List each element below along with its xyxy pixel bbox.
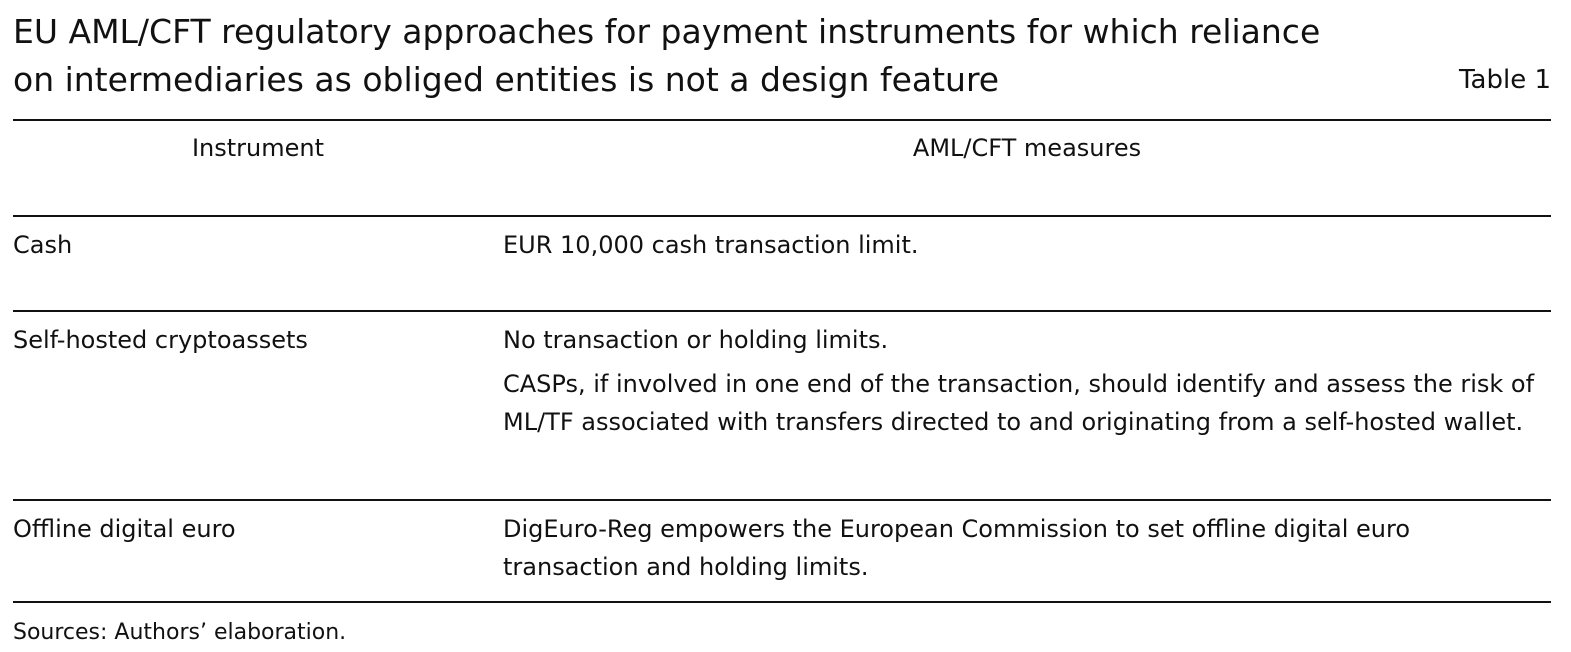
row-crypto-measure-1: No transaction or holding limits. — [503, 326, 889, 354]
row-divider-1 — [13, 310, 1551, 312]
row-offline-instrument: Offline digital euro — [13, 515, 236, 543]
header-instrument: Instrument — [191, 134, 325, 162]
table-title-line-1: EU AML/CFT regulatory approaches for payment instruments for which reliance — [13, 12, 1321, 51]
top-rule — [13, 119, 1551, 121]
row-cash-instrument: Cash — [13, 231, 73, 259]
row-crypto-instrument: Self-hosted cryptoassets — [13, 326, 308, 354]
header-rule — [13, 215, 1551, 217]
table-title-line-2: on intermediaries as obliged entities is not a design feature — [13, 60, 1000, 99]
row-offline-measures — [503, 510, 1551, 592]
table-title — [13, 8, 1333, 104]
row-crypto-measure-2: CASPs, if involved in one end of the transaction, should identify and assess the risk of ML/TF associated with transfers directed to and originating from a self-hosted wallet. — [503, 370, 1535, 436]
row-offline-measure-1: DigEuro-Reg empowers the European Commission to set offline digital euro transaction and holding limits. — [503, 515, 1411, 581]
row-crypto-measures — [503, 321, 1551, 447]
header-measures: AML/CFT measures — [912, 134, 1142, 162]
table-number-label: Table 1 — [1458, 65, 1551, 95]
row-cash-measure-1: EUR 10,000 cash transaction limit. — [503, 231, 919, 259]
bottom-rule — [13, 601, 1551, 603]
title-row — [13, 8, 1551, 120]
row-cash-measures — [503, 226, 1551, 270]
table-document — [13, 8, 1551, 645]
row-divider-2 — [13, 499, 1551, 501]
source-note: Sources: Authors’ elaboration. — [13, 620, 347, 645]
